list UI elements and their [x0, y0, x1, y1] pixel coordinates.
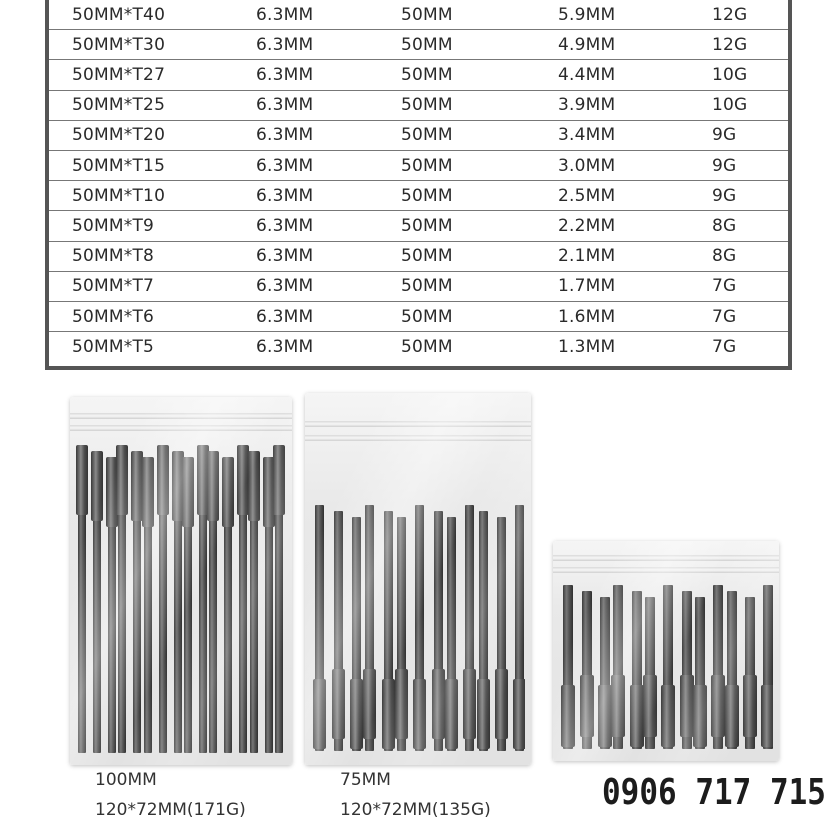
spec-tip: 1.6MM — [558, 306, 616, 327]
spec-row — [49, 0, 788, 30]
bag-zip — [553, 555, 779, 561]
bag-zip — [553, 567, 779, 573]
spec-length: 50MM — [401, 95, 453, 116]
bits-large — [76, 445, 286, 757]
bit-hex-shank — [611, 675, 625, 737]
spec-size: 50MM*T10 — [72, 185, 166, 206]
spec-row — [49, 181, 788, 211]
bag-large-length: 100MM — [95, 770, 157, 790]
spec-weight: 8G — [712, 215, 737, 236]
spec-size: 50MM*T9 — [72, 215, 155, 236]
bit-hex-shank — [182, 457, 194, 527]
bag-zip — [305, 421, 531, 427]
bit-hex-shank — [495, 669, 508, 739]
spec-weight: 12G — [712, 34, 748, 55]
bag-medium-size: 120*72MM(135G) — [340, 800, 491, 820]
spec-tip: 3.9MM — [558, 95, 616, 116]
spec-length: 50MM — [401, 64, 453, 85]
spec-size: 50MM*T40 — [72, 4, 166, 25]
bit-hex-shank — [561, 685, 575, 747]
spec-weight: 9G — [712, 185, 737, 206]
spec-row — [49, 91, 788, 121]
spec-weight: 7G — [712, 337, 737, 358]
spec-row — [49, 211, 788, 241]
bag-small — [553, 541, 779, 761]
spec-length: 50MM — [401, 276, 453, 297]
spec-row — [49, 151, 788, 181]
bit-hex-shank — [395, 669, 408, 739]
spec-tip: 1.3MM — [558, 337, 616, 358]
spec-size: 50MM*T6 — [72, 306, 155, 327]
spec-shank: 6.3MM — [256, 95, 314, 116]
spec-shank: 6.3MM — [256, 276, 314, 297]
spec-tip: 5.9MM — [558, 4, 616, 25]
spec-shank: 6.3MM — [256, 306, 314, 327]
spec-shank: 6.3MM — [256, 246, 314, 267]
spec-weight: 9G — [712, 125, 737, 146]
bag-medium — [305, 393, 531, 765]
spec-shank: 6.3MM — [256, 215, 314, 236]
bit-hex-shank — [725, 685, 739, 747]
bag-zip — [305, 435, 531, 441]
bit-hex-shank — [207, 451, 219, 521]
bit-hex-shank — [363, 669, 376, 739]
bit-hex-shank — [116, 445, 128, 515]
spec-weight: 8G — [712, 246, 737, 267]
spec-size: 50MM*T7 — [72, 276, 155, 297]
spec-row — [49, 60, 788, 90]
bit-hex-shank — [142, 457, 154, 527]
spec-weight: 9G — [712, 155, 737, 176]
spec-weight: 10G — [712, 95, 748, 116]
bit-hex-shank — [76, 445, 88, 515]
bit-hex-shank — [477, 679, 490, 749]
spec-tip: 4.9MM — [558, 34, 616, 55]
bit-hex-shank — [513, 679, 525, 749]
spec-length: 50MM — [401, 4, 453, 25]
spec-size: 50MM*T15 — [72, 155, 166, 176]
spec-shank: 6.3MM — [256, 337, 314, 358]
spec-shank: 6.3MM — [256, 4, 314, 25]
spec-tip: 4.4MM — [558, 64, 616, 85]
spec-tip: 1.7MM — [558, 276, 616, 297]
spec-weight: 12G — [712, 4, 748, 25]
bit-hex-shank — [580, 675, 594, 737]
bit-hex-shank — [445, 679, 458, 749]
bit-hex-shank — [693, 685, 707, 747]
spec-shank: 6.3MM — [256, 155, 314, 176]
spec-tip: 2.5MM — [558, 185, 616, 206]
bit-hex-shank — [382, 679, 395, 749]
spec-length: 50MM — [401, 125, 453, 146]
spec-length: 50MM — [401, 155, 453, 176]
spec-length: 50MM — [401, 337, 453, 358]
bag-zip — [70, 413, 292, 419]
spec-row — [49, 272, 788, 302]
bit-hex-shank — [313, 679, 326, 749]
bit-hex-shank — [432, 669, 445, 739]
bits-small — [561, 585, 773, 753]
spec-size: 50MM*T25 — [72, 95, 166, 116]
bit-hex-shank — [680, 675, 694, 737]
spec-table — [45, 0, 792, 370]
bit-hex-shank — [711, 675, 725, 737]
bit-hex-shank — [413, 679, 426, 749]
bit-hex-shank — [630, 685, 644, 747]
bit-hex-shank — [643, 675, 657, 737]
bag-large — [70, 397, 292, 765]
spec-length: 50MM — [401, 34, 453, 55]
bit-hex-shank — [350, 679, 363, 749]
spec-shank: 6.3MM — [256, 185, 314, 206]
bit-hex-shank — [463, 669, 476, 739]
spec-weight: 7G — [712, 306, 737, 327]
spec-length: 50MM — [401, 306, 453, 327]
bit-hex-shank — [222, 457, 234, 527]
bit-hex-shank — [743, 675, 757, 737]
spec-row — [49, 332, 788, 362]
spec-row — [49, 30, 788, 60]
spec-weight: 7G — [712, 276, 737, 297]
spec-length: 50MM — [401, 185, 453, 206]
spec-weight: 10G — [712, 64, 748, 85]
spec-tip: 2.2MM — [558, 215, 616, 236]
bit-hex-shank — [598, 685, 612, 747]
bit-hex-shank — [273, 445, 285, 515]
spec-length: 50MM — [401, 215, 453, 236]
phone-number: 0906 717 715 — [602, 772, 826, 814]
bag-large-size: 120*72MM(171G) — [95, 800, 246, 820]
bit-hex-shank — [157, 445, 169, 515]
spec-size: 50MM*T20 — [72, 125, 166, 146]
spec-size: 50MM*T30 — [72, 34, 166, 55]
bit-hex-shank — [332, 669, 345, 739]
spec-row — [49, 302, 788, 332]
spec-shank: 6.3MM — [256, 34, 314, 55]
bit-hex-shank — [248, 451, 260, 521]
spec-tip: 3.4MM — [558, 125, 616, 146]
spec-size: 50MM*T27 — [72, 64, 166, 85]
spec-size: 50MM*T5 — [72, 337, 155, 358]
spec-row — [49, 242, 788, 272]
bag-zip — [70, 425, 292, 431]
bag-medium-length: 75MM — [340, 770, 391, 790]
spec-shank: 6.3MM — [256, 64, 314, 85]
bits-medium — [313, 505, 525, 755]
bit-hex-shank — [761, 685, 773, 747]
bit-hex-shank — [661, 685, 675, 747]
spec-size: 50MM*T8 — [72, 246, 155, 267]
spec-row — [49, 121, 788, 151]
bit-hex-shank — [91, 451, 103, 521]
spec-length: 50MM — [401, 246, 453, 267]
spec-tip: 2.1MM — [558, 246, 616, 267]
spec-shank: 6.3MM — [256, 125, 314, 146]
spec-tip: 3.0MM — [558, 155, 616, 176]
